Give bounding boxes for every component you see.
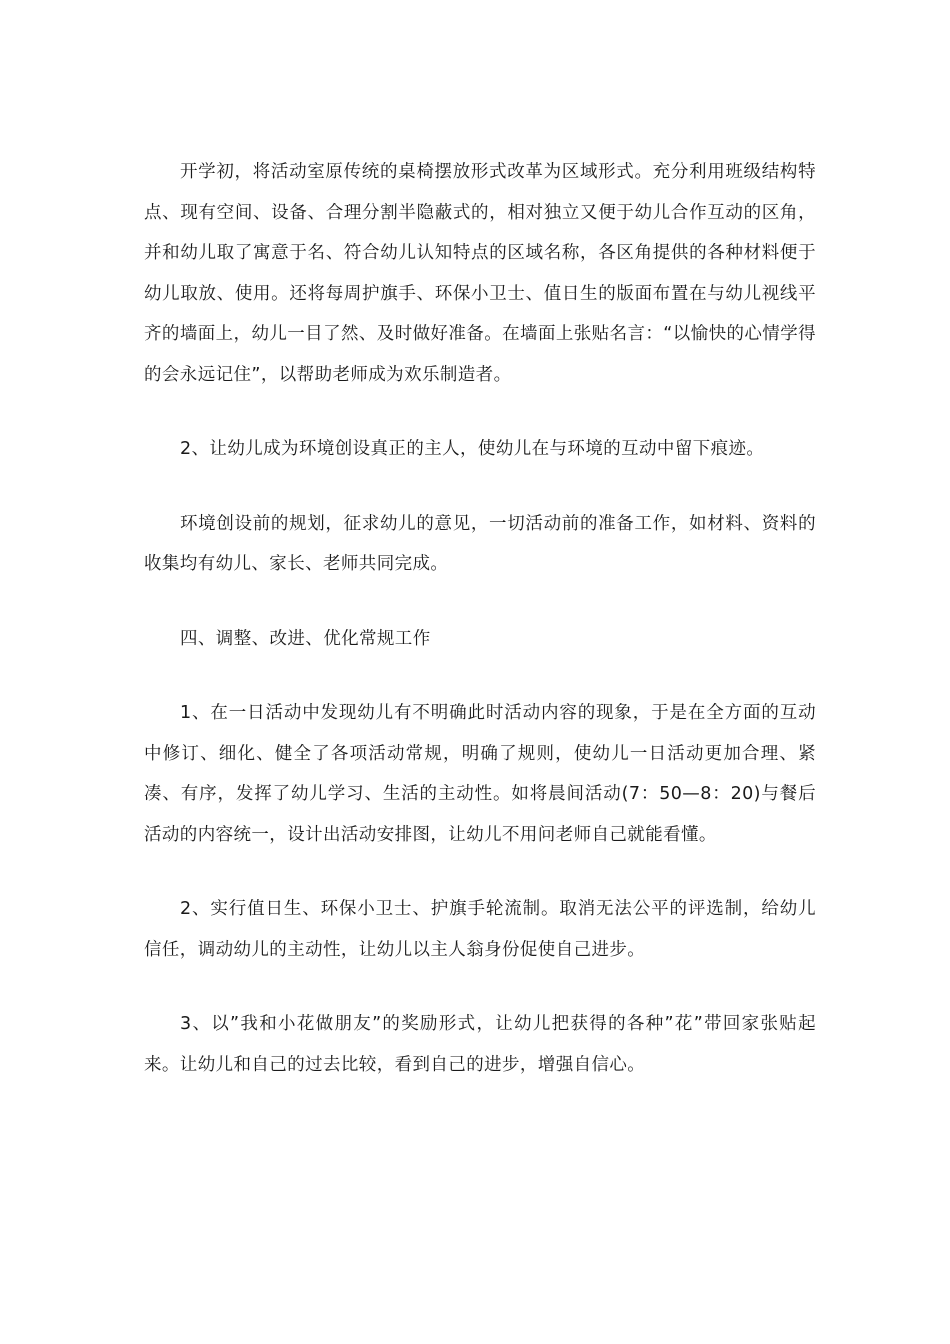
paragraph-flower-rewards: 3、以”我和小花做朋友”的奖励形式，让幼儿把获得的各种”花”带回家张贴起来。让幼儿和自己的过去比较，看到自己的进步，增强自信心。 [144,1014,816,1075]
paragraph-environment-planning: 环境创设前的规划，征求幼儿的意见，一切活动前的准备工作，如材料、资料的收集均有幼儿、家长、老师共同完成。 [144,513,816,574]
paragraph-children-as-masters: 2、让幼儿成为环境创设真正的主人，使幼儿在与环境的互动中留下痕迹。 [180,439,765,459]
section-heading-routine-work: 四、调整、改进、优化常规工作 [180,628,431,649]
paragraph-rotation-system: 2、实行值日生、环保小卫士、护旗手轮流制。取消无法公平的评选制，给幼儿信任，调动幼儿的主动性，让幼儿以主人翁身份促使自己进步。 [144,899,816,960]
paragraph-daily-routines: 1、在一日活动中发现幼儿有不明确此时活动内容的现象，于是在全方面的互动中修订、细化、健全了各项活动常规，明确了规则，使幼儿一日活动更加合理、紧凑、有序，发挥了幼儿学习、生活的主动性。如将晨间活动(7：50—8：20)与餐后活动的内容统一，设计出活动安排图，让幼儿不用问老师自己就能看懂。 [144,703,816,845]
document-body [144,152,816,1085]
paragraph-classroom-layout: 开学初，将活动室原传统的桌椅摆放形式改革为区域形式。充分利用班级结构特点、现有空间、设备、合理分割半隐蔽式的，相对独立又便于幼儿合作互动的区角，并和幼儿取了寓意于名、符合幼儿认知特点的区域名称，各区角提供的各种材料便于幼儿取放、使用。还将每周护旗手、环保小卫士、值日生的版面布置在与幼儿视线平齐的墙面上，幼儿一目了然、及时做好准备。在墙面上张贴名言：“以愉快的心情学得的会永远记住”，以帮助老师成为欢乐制造者。 [144,162,816,385]
